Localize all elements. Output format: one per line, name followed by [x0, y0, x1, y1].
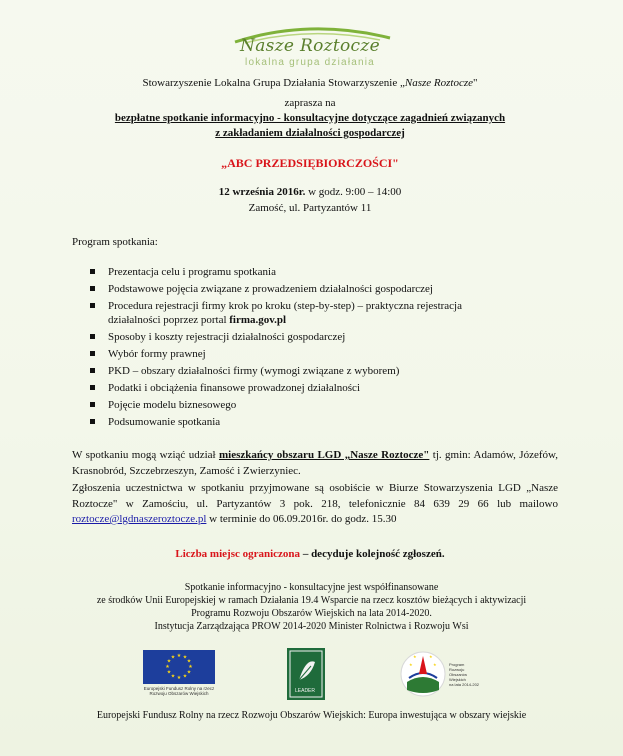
- eu-caption: [139, 686, 219, 696]
- registration-paragraph: [72, 481, 558, 528]
- svg-text:★: ★: [170, 654, 176, 661]
- organizer-line: [60, 76, 560, 90]
- list-item: [90, 398, 560, 412]
- prow-label: Rozwoju: [449, 667, 465, 672]
- svg-text:★: ★: [413, 654, 417, 659]
- topic-line-1: bezpłatne spotkanie informacyjno - konsultacyjne dotyczące zagadnień związanych: [114, 112, 506, 124]
- svg-text:★: ★: [188, 664, 193, 670]
- funding-info: [40, 581, 583, 633]
- agenda-item-text: PKD – obszary działalności firmy (wymogi związane z wyborem): [108, 365, 400, 377]
- agenda-item-text: Wybór formy prawnej: [108, 348, 206, 360]
- places-limited-notice: [60, 548, 560, 560]
- partner-logos: [0, 644, 623, 704]
- list-item: [90, 381, 560, 395]
- limit-red-text: Liczba miejsc ograniczona: [175, 548, 301, 560]
- list-item: [90, 364, 560, 378]
- list-item: [90, 330, 560, 344]
- agenda-item-text: Procedura rejestracji firmy krok po kroku (step-by-step) – praktyczna rejestracja: [108, 300, 462, 312]
- participants-text: W spotkaniu mogą wziąć udział: [72, 449, 219, 461]
- prow-label: Obszarów: [449, 672, 468, 677]
- funding-line: Spotkanie informacyjno - konsultacyjne jest współfinansowane: [184, 582, 439, 593]
- organizer-suffix: ": [473, 77, 478, 89]
- svg-text:★: ★: [182, 654, 188, 661]
- leader-label: LEADER: [295, 688, 316, 694]
- event-title: „ABC PRZEDSIĘBIORCZOŚCI": [221, 156, 399, 170]
- email-link[interactable]: roztocze@lgdnaszeroztocze.pl: [72, 513, 207, 525]
- svg-text:★: ★: [176, 653, 182, 659]
- event-time: w godz. 9:00 – 14:00: [305, 186, 402, 198]
- svg-text:★: ★: [166, 669, 172, 676]
- funding-line: ze środków Unii Europejskiej w ramach Działania 19.4 Wsparcie na rzecz kosztów bieżących i aktywizacji: [96, 595, 527, 606]
- prow-label: na lata 2014-2020: [449, 682, 479, 687]
- svg-text:★: ★: [176, 675, 182, 681]
- svg-text:★: ★: [170, 673, 176, 680]
- svg-text:★: ★: [166, 658, 172, 665]
- list-item: [90, 265, 560, 279]
- topic-line-2: z zakładaniem działalności gospodarczej: [215, 127, 405, 139]
- leader-leaf-icon: [287, 648, 325, 700]
- registration-text: Zgłoszenia uczestnictwa w spotkaniu przyjmowane są osobiście w Biurze Stowarzyszenia LGD „Nasze Roztocze" w Zamościu, ul. Partyzantów 3 pok. 218, telefonicznie 84 639 29 66 lub mailowo: [72, 482, 558, 510]
- eu-caption-line: Europejski Fundusz Rolny na rzecz: [143, 686, 215, 691]
- list-item: [90, 415, 560, 429]
- prow-logo: [399, 644, 479, 704]
- logo-title: Nasze Roztocze: [240, 36, 380, 56]
- lgd-logo: [215, 30, 405, 70]
- participants-text-after: tj. gmin: Adamów, Józefów, Krasnobród, Szczebrzeszyn, Zamość i Zwierzyniec.: [72, 449, 558, 477]
- funding-line: Programu Rozwoju Obszarów Wiejskich na lata 2014-2020.: [191, 608, 432, 619]
- agenda-item-text: Podsumowanie spotkania: [108, 416, 221, 428]
- eu-caption-line: Rozwoju Obszarów Wiejskich: [149, 691, 209, 696]
- event-place: Zamość, ul. Partyzantów 11: [248, 202, 372, 214]
- eu-flag-icon: [143, 650, 215, 684]
- event-date: 12 września 2016r.: [218, 186, 306, 198]
- agenda-item-cont-text: działalności poprzez portal: [108, 314, 230, 326]
- svg-text:★: ★: [182, 673, 188, 680]
- participants-highlight: mieszkańcy obszaru LGD „Nasze Roztocze": [218, 449, 430, 461]
- agenda-item-continuation: [108, 313, 560, 327]
- footer-text: Europejski Fundusz Rolny na rzecz Rozwoju Obszarów Wiejskich: Europa inwestująca w obszary wiejskie: [96, 710, 527, 721]
- eu-flag-logo: [143, 650, 215, 700]
- organizer-prefix: Stowarzyszenie Lokalna Grupa Działania Stowarzyszenie „: [142, 77, 405, 89]
- svg-text:★: ★: [409, 662, 413, 667]
- svg-text:★: ★: [429, 654, 433, 659]
- prow-label: Wiejskich: [449, 677, 466, 682]
- agenda-item-text: Sposoby i koszty rejestracji działalności gospodarczej: [108, 331, 346, 343]
- invites-text: zaprasza na: [284, 97, 336, 109]
- registration-deadline: w terminie do 06.09.2016r. do godz. 15.30: [206, 513, 397, 525]
- agenda-item-text: Prezentacja celu i programu spotkania: [108, 266, 276, 278]
- prow-emblem-icon: [399, 644, 479, 704]
- organizer-name: Nasze Roztocze: [404, 77, 473, 89]
- agenda-item-text: Pojęcie modelu biznesowego: [108, 399, 237, 411]
- agenda-list: [90, 265, 560, 432]
- participants-paragraph: [72, 448, 558, 479]
- list-item: [90, 299, 560, 327]
- limit-rest-text: – decyduje kolejność zgłoszeń.: [300, 548, 445, 560]
- agenda-title: Program spotkania:: [72, 236, 158, 248]
- portal-name: firma.gov.pl: [229, 314, 287, 326]
- svg-text:★: ★: [433, 662, 437, 667]
- svg-text:★: ★: [186, 658, 192, 665]
- svg-text:★: ★: [165, 664, 170, 670]
- prow-label: Program: [449, 662, 465, 667]
- list-item: [90, 347, 560, 361]
- agenda-item-text: Podstawowe pojęcia związane z prowadzeniem działalności gospodarczej: [108, 283, 433, 295]
- agenda-item-text: Podatki i obciążenia finansowe prowadzonej działalności: [108, 382, 360, 394]
- list-item: [90, 282, 560, 296]
- svg-text:★: ★: [186, 669, 192, 676]
- leader-logo: [287, 648, 325, 700]
- logo-subtitle: lokalna grupa działania: [245, 57, 375, 68]
- event-date-line: [60, 185, 560, 199]
- funding-line: Instytucja Zarządzająca PROW 2014-2020 Minister Rolnictwa i Rozwoju Wsi: [154, 621, 469, 632]
